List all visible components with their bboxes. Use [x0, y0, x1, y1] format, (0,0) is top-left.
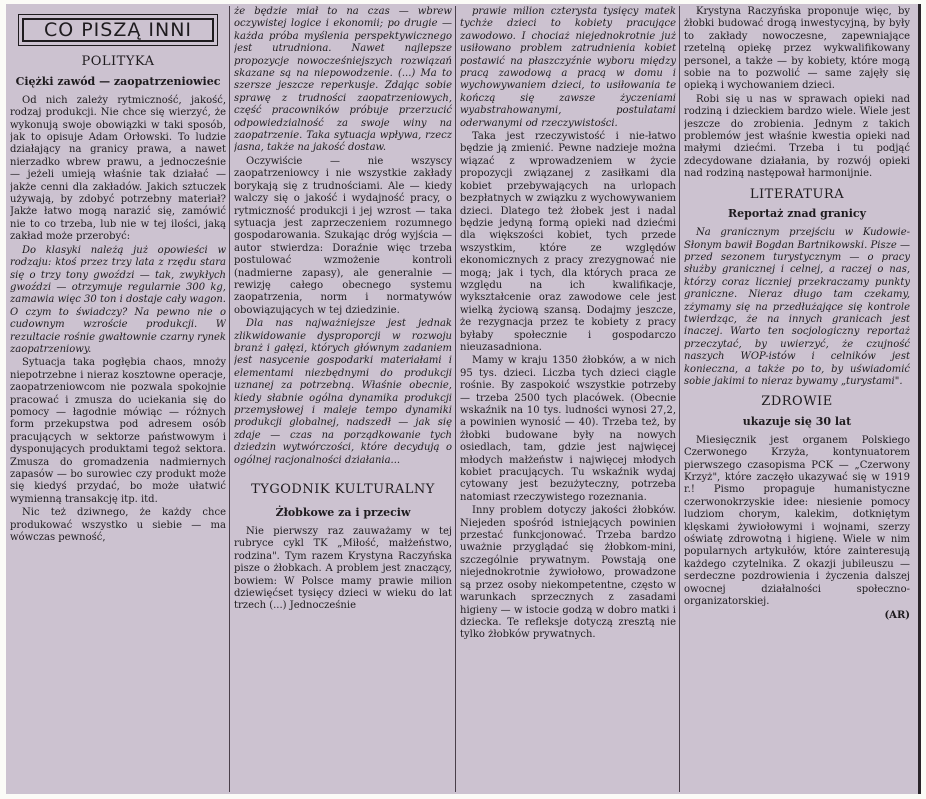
- paragraph: Do klasyki należą już opowieści w rodzaju: ktoś przez trzy lata z rzędu stara się o trzy tony gwoździ — tak, zwykłych gwoździ — otrzymuje regularnie 300 kg, zamawia więc 30 ton i dostaje cały wagon. O czym to świadczy? Na pewno nie o cudownym wzroście produkcji. W rezultacie rośnie gwałtownie czarny rynek zaopatrzeniowy.: [10, 244, 226, 355]
- column-rule: [455, 6, 456, 792]
- paragraph: Dla nas najważniejsze jest jednak zlikwidowanie dysproporcji w rozwoju branż i gałęzi, których głównym zadaniem jest nasycenie gospodarki materiałami i elementami niezbędnymi do produkcji uznanej za potrzebną. Właśnie obecnie, kiedy słabnie ogólna dynamika produkcji przemysłowej i maleje tempo dynamiki produkcji globalnej, nadszedł — jak się zdaje — czas na porządkowanie tych dziedzin wytwórczości, które decydują o ogólnej racjonalności działania...: [234, 318, 452, 466]
- author-signature: (AR): [884, 610, 910, 622]
- masthead-title: CO PISZĄ INNI: [22, 18, 214, 42]
- section-tygodnik: TYGODNIK KULTURALNY: [251, 482, 435, 498]
- newspaper-page: [6, 4, 921, 794]
- column-4: [684, 4, 910, 794]
- paragraph: Krystyna Raczyńska proponuje więc, by żłobki budować drogą inwestycyjną, by były to zakłady nowoczesne, zapewniające rzetelną opiekę przez wykwalifikowany personel, a także — by kobiety, które mogą sobie na to pozwolić — same zajęły się opieką i wychowaniem dzieci.: [684, 6, 910, 92]
- paragraph: Oczywiście — nie wszyscy zaopatrzeniowcy i nie wszystkie zakłady borykają się z trudnościami. Ale — kiedy walczy się o jakość i wydajność pracy, o rytmiczność produkcji i jej wzrost — taka sytuacja jest zaprzeczeniem rozumnego gospodarowania. Szukając dróg wyjścia — autor stwierdza: Doraźnie więc trzeba postulować wzmożenie kontroli (nadmierne zapasy), ale generalnie — rewizję całego obecnego systemu zaopatrzenia, norm i normatywów obowiązujących w tej dziedzinie.: [234, 155, 452, 316]
- paragraph: Sytuacja taka pogłębia chaos, mnoży niepotrzebne i nieraz kosztowne operacje, zaopatrzeniowcom nie pozwala spokojnie pracować i zmusza do uciekania się do pomocy — łagodnie mówiąc — różnych form przekupstwa pod adresem osób pracujących w sektorze państwowym i dysponujących produktami tegoż sektora. Zmusza do gromadzenia nadmiernych zapasów — bo surowiec czy produkt może się kiedyś przydać, bo może ułatwić wymienną transakcję itp. itd.: [10, 357, 226, 505]
- paragraph: Nie pierwszy raz zauważamy w tej rubryce cykl TK „Miłość, małżeństwo, rodzina". Tym razem Krystyna Raczyńska pisze o żłobkach. A problem jest znaczący, bowiem: W Polsce mamy prawie milion dziewięćset tysięcy dzieci w wieku do lat trzech (...) Jednocześnie: [234, 526, 452, 612]
- paragraph: Na granicznym przejściu w Kudowie-Słonym bawił Bogdan Bartnikowski. Pisze — przed sezonem turystycznym — o pracy służby granicznej i celnej, a raczej o nas, którzy coraz liczniej przekraczamy punkty graniczne. Nieraz długo tam czekamy, zżymamy się na przedłużające się kontrole twierdząc, że na innych granicach jest inaczej. Warto ten socjologiczny reportaż przeczytać, by uwierzyć, że czujność naszych WOP-istów i celników jest konieczna, a także po to, by uświadomić sobie jakimi to nieraz bywamy „turystami".: [684, 227, 910, 387]
- column-3: [460, 4, 676, 794]
- headline-tygodnik: Żłobkowe za i przeciw: [275, 506, 411, 520]
- paragraph: Robi się u nas w sprawach opieki nad rodziną i dzieckiem bardzo wiele. Wiele jest jeszcze do zrobienia. Jednym z takich problemów jest właśnie kwestia opieki nad małymi dziećmi. Trzeba i tu podjąć zdecydowane działania, by rozwój opieki nad rodziną następował harmonijnie.: [684, 93, 910, 180]
- section-literatura: LITERATURA: [749, 186, 845, 202]
- paragraph: prawie milion czterysta tysięcy matek tychże dzieci to kobiety pracujące zawodowo. I chociaż niejednokrotnie już usiłowano problem zatrudnienia kobiet postawić na płaszczyźnie wyboru między pracą zawodową a pracą w domu i wychowywaniem dzieci, to usiłowania te kończą się zawsze życzeniami wyabstrahowanymi, postulatami oderwanymi od rzeczywistości.: [460, 6, 676, 129]
- headline-literatura: Reportaż znad granicy: [727, 207, 867, 221]
- paragraph: Inny problem dotyczy jakości żłobków. Niejeden spośród istniejących powinien przestać funkcjonować. Trzeba bardzo uważnie przyglądać się żłobkom-mini, szczególnie prywatnym. Powstają one niejednokrotnie żywiołowo, prowadzone są przez osoby niekompetentne, często w warunkach sprzecznych z zasadami higieny — w istocie godzą w dobro matki i dziecka. Te refleksje dotyczą zresztą nie tylko żłobków prywatnych.: [460, 505, 676, 641]
- paragraph: że będzie miał to na czas — wbrew oczywistej logice i ekonomii; po drugie — każda próba myślenia perspektywicznego jest utrudniona. Nawet najlepsze propozycje nowocześniejszych rozwiązań skazane są na niepowodzenie. (...) Ma to szersze jeszcze reperkusje. Zdając sobie sprawę z trudności zaopatrzeniowych, część pracowników próbuje przerzucić odpowiedzialność za swoje winy na zaopatrzenie. Taka sytuacja wpływa, rzecz jasna, także na jakość dostaw.: [234, 6, 452, 154]
- column-rule: [229, 6, 230, 792]
- headline-polityka: Ciężki zawód — zaopatrzeniowiec: [15, 74, 221, 88]
- paragraph: Nic też dziwnego, że każdy chce produkować wszystko u siebie — ma wówczas pewność,: [10, 507, 226, 544]
- paragraph: Od nich zależy rytmiczność, jakość, rodzaj produkcji. Nie chce się wierzyć, że wykonują swoje obowiązki w taki sposób, jak to opisuje Adam Orłowski. To ludzie działający na granicy prawa, a nawet nierzadko wbrew prawu, a jednocześnie — jeżeli umieją właśnie tak działać — jakże cenni dla zakładów. Jakich sztuczek używają, by zdobyć potrzebny materiał? Jakże łatwo mogą narazić się, zamówić nie to co trzeba, lub nie w tej ilości, jaką zakład może przerobyć:: [10, 94, 226, 243]
- column-rule: [679, 6, 680, 792]
- headline-zdrowie: ukazuje się 30 lat: [742, 414, 852, 428]
- masthead-box: [18, 14, 218, 46]
- section-polityka: POLITYKA: [81, 54, 155, 70]
- section-zdrowie: ZDROWIE: [761, 394, 833, 410]
- paragraph: Mamy w kraju 1350 żłobków, a w nich 95 tys. dzieci. Liczba tych dzieci ciągle rośnie. By zaspokoić wszystkie potrzeby — trzeba 2500 tych placówek. (Obecnie wskaźnik na 10 tys. ludności wynosi 27,2, a powinien wynosić — 40). Trzeba też, by żłobki budowane były na nowych osiedlach, tam, gdzie jest najwięcej młodych małżeństw i najwięcej młodych kobiet pracujących. Tu wskaźnik wydaj cytowany jest bezużyteczny, potrzeba natomiast rzeczywistego rozeznania.: [460, 355, 676, 503]
- paragraph: Taka jest rzeczywistość i nie-łatwo będzie ją zmienić. Pewne nadzieje można wiązać z wprowadzeniem w życie propozycji związanej z zasiłkami dla kobiet przebywających na urlopach bezpłatnych w związku z wychowywaniem dzieci. Dlatego też żłobek jest i nadal będzie jedyną formą opieki nad dziećmi dla większości kobiet, tych przede wszystkim, które ze względów ekonomicznych z pracy zrezygnować nie mogą; jak i tych, dla których praca ze względu na ich kwalifikacje, wykształcenie oraz zawodowe cele jest wielką życiową szansą. Dodajmy jeszcze, że rezygnacja przez te kobiety z pracy byłaby społecznie i gospodarczo nieuzasadniona.: [460, 131, 676, 353]
- paragraph: Miesięcznik jest organem Polskiego Czerwonego Krzyża, kontynuatorem pierwszego czasopisma PCK — „Czerwony Krzyż", które zaczęło ukazywać się w 1919 r.! Pismo propaguje humanistyczne czerwonokrzyskie idee: niesienie pomocy ludziom chorym, kalekim, dotkniętym klęskami żywiołowymi i wojnami, szerzy oświatę zdrowotną i higienę. Wiele w nim popularnych artykułów, które zainteresują każdego czytelnika. Z okazji jubileuszu — serdeczne pozdrowienia i życzenia dalszej owocnej działalności społeczno-organizatorskiej.: [684, 434, 910, 608]
- column-2: [234, 4, 452, 794]
- column-1: [10, 4, 226, 794]
